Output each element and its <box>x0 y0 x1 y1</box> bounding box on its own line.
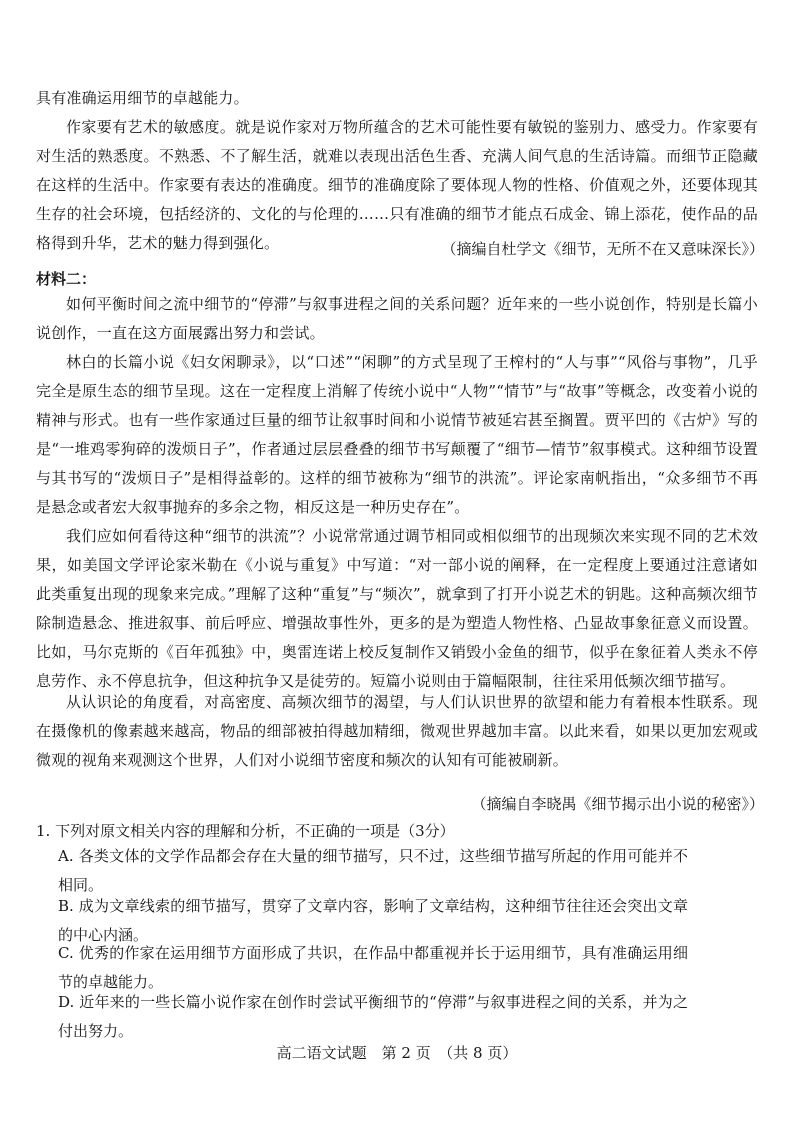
page-footer: 高二语文试题 第 2 页 （共 8 页） <box>276 1044 518 1062</box>
question-1-option-b: B. 成为文章线索的细节描写，贯穿了文章内容，影响了文章结构，这种细节往往还会突出文章的中心内涵。 <box>58 897 688 944</box>
material-2-heading: 材料二： <box>36 270 97 288</box>
paragraph-material2-epistemology: 从认识论的角度看，对高密度、高频次细节的渴望，与人们认识世界的欲望和能力有着根本性联系。现在摄像机的像素越来越高，物品的细部被拍得越加精细，微观世界越加丰富。以此来看，如果以更加宏观或微观的视角来观测这个世界，人们对小说细节密度和频次的认知有可能被刷新。 <box>36 693 758 769</box>
question-1-stem: 1. 下列对原文相关内容的理解和分析，不正确的一项是（3分） <box>36 822 455 840</box>
source-citation-1: （摘编自杜学文《细节，无所不在又意味深长》） <box>441 240 764 258</box>
source-citation-2: （摘编自李晓禺《细节揭示出小说的秘密》） <box>471 795 764 813</box>
question-1-option-c: C. 优秀的作家在运用细节方面形成了共识，在作品中都重视并长于运用细节，具有准确运用细节的卓越能力。 <box>58 944 688 991</box>
paragraph-material1-end: 作家要有艺术的敏感度。就是说作家对万物所蕴含的艺术可能性要有敏锐的鉴别力、感受力。作家要有对生活的熟悉度。不熟悉、不了解生活，就难以表现出活色生香、充满人间气息的生活诗篇。而细节正隐藏在这样的生活中。作家要有表达的准确度。细节的准确度除了要体现人物的性格、价值观之外，还要体现其生存的社会环境，包括经济的、文化的与伦理的……只有准确的细节才能点石成金、锦上添花，使作品的品格得到升华，艺术的魅力得到强化。 <box>36 118 758 252</box>
paragraph-material2-intro: 如何平衡时间之流中细节的“停滞”与叙事进程之间的关系问题？近年来的一些小说创作，特别是长篇小说创作，一直在这方面展露出努力和尝试。 <box>36 295 758 342</box>
question-1-option-d: D. 近年来的一些长篇小说作家在创作时尝试平衡细节的“停滞”与叙事进程之间的关系，并为之付出努力。 <box>58 993 688 1040</box>
paragraph-continuation: 具有准确运用细节的卓越能力。 <box>36 89 249 107</box>
paragraph-material2-frequency: 我们应如何看待这种“细节的洪流”？小说常常通过调节相同或相似细节的出现频次来实现不同的艺术效果，如美国文学评论家米勒在《小说与重复》中写道：“对一部小说的阐释，在一定程度上要通过注意诸如此类重复出现的现象来完成。”理解了这种“重复”与“频次”，就拿到了打开小说艺术的钥匙。这种高频次细节除制造悬念、推进叙事、前后呼应、增强故事性外，更多的是为塑造人物性格、凸显故事象征意义而设置。比如，马尔克斯的《百年孤独》中，奥雷连诺上校反复制作又销毁小金鱼的细节，似乎在象征着人类永不停息劳作、永不停息抗争，但这种抗争又是徒劳的。短篇小说则由于篇幅限制，往往采用低频次细节描写。 <box>36 527 758 690</box>
paragraph-material2-examples: 林白的长篇小说《妇女闲聊录》，以“口述”“闲聊”的方式呈现了王榨村的“人与事”“风俗与事物”，几乎完全是原生态的细节呈现。这在一定程度上消解了传统小说中“人物”“情节”与“故事”等概念，改变着小说的精神与形式。也有一些作家通过巨量的细节让叙事时间和小说情节被延宕甚至搁置。贾平凹的《古炉》写的是“一堆鸡零狗碎的泼烦日子”，作者通过层层叠叠的细节书写颠覆了“细节—情节”叙事模式。这种细节设置与其书写的“泼烦日子”是相得益彰的。这样的细节被称为“细节的洪流”。评论家南帆指出，“众多细节不再是悬念或者宏大叙事抛弃的多余之物，相反这是一种历史存在”。 <box>36 353 758 516</box>
question-1-option-a: A. 各类文体的文学作品都会存在大量的细节描写，只不过，这些细节描写所起的作用可能并不相同。 <box>58 847 688 894</box>
